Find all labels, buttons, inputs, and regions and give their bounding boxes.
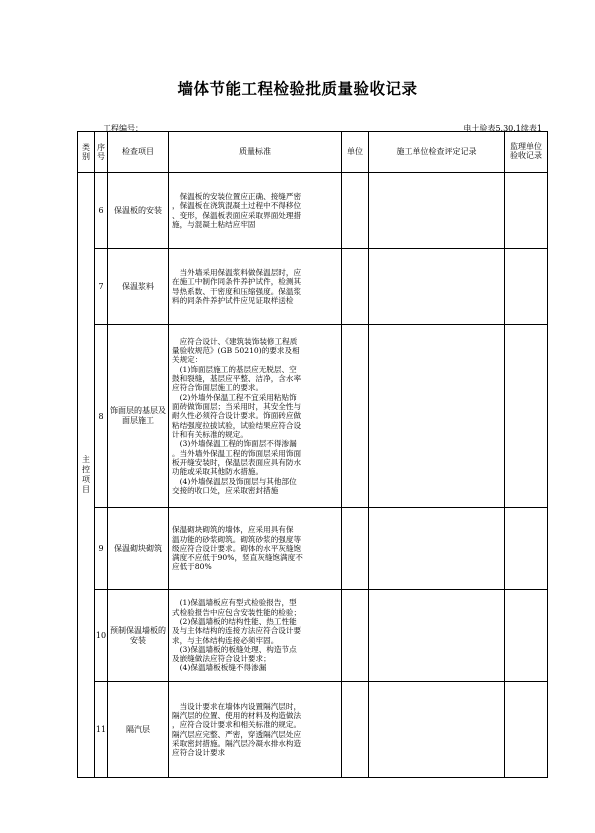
header-supervision-record: 监理单位验收记录 bbox=[505, 132, 548, 173]
standard-text-line: 隔汽层的位置、使用的材料及构造做法 bbox=[172, 710, 302, 720]
row-seq: 6 bbox=[95, 173, 108, 249]
standard-text-line: 应符合设计、《建筑装饰装修工程质 bbox=[172, 336, 298, 346]
row-unit bbox=[342, 249, 369, 325]
standard-text-line: (3)外墙保温工程的饰面层不得渗漏 bbox=[172, 439, 297, 449]
standard-text-line: 应低于80% bbox=[172, 562, 212, 572]
table-row bbox=[78, 325, 548, 508]
standard-text-line: 、变形，保温板表面应采取界面处理措 bbox=[172, 210, 302, 220]
row-item: 隔汽层 bbox=[108, 682, 169, 778]
standard-text-line: 鼓和裂缝，基层应平整、洁净，含水率 bbox=[172, 374, 302, 384]
row-construction-record[interactable] bbox=[369, 508, 505, 590]
standard-text-line: 量验收规范》(GB 50210)的要求及相 bbox=[172, 346, 300, 356]
standard-text-line: (2)外墙外保温工程不宜采用粘贴饰 bbox=[172, 392, 297, 402]
standard-text-line: 导热系数、干密度和压缩强度。保温浆 bbox=[172, 286, 302, 296]
row-unit bbox=[342, 325, 369, 508]
standard-text-line: 隔汽层应完整、严密，穿透隔汽层处应 bbox=[172, 729, 302, 739]
header-row bbox=[78, 132, 548, 173]
standard-text-line: (3)保温墙板的板缝处理、构造节点 bbox=[172, 644, 297, 654]
row-standard bbox=[169, 590, 342, 682]
header-construction-record: 施工单位检查评定记录 bbox=[369, 132, 505, 173]
row-seq: 9 bbox=[95, 508, 108, 590]
standard-text-line: 式检验报告中应包含安装性能的检验； bbox=[172, 607, 302, 617]
inspection-table bbox=[77, 131, 548, 778]
row-construction-record[interactable] bbox=[369, 682, 505, 778]
standard-text-line: 。当外墙外保温工程的饰面层采用饰面 bbox=[172, 448, 302, 458]
standard-text-line: 当设计要求在墙体内设置隔汽层时， bbox=[172, 701, 302, 711]
standard-text-line: 耐久性必须符合设计要求。饰面砖应做 bbox=[172, 411, 302, 421]
row-supervision-record[interactable] bbox=[505, 590, 548, 682]
row-construction-record[interactable] bbox=[369, 590, 505, 682]
standard-text-line: 功能或采取其他防水措施。 bbox=[172, 467, 264, 477]
row-unit bbox=[342, 590, 369, 682]
table-row bbox=[78, 590, 548, 682]
standard-text-line: 计和有关标准的规定。 bbox=[172, 429, 248, 439]
header-category: 类别 bbox=[78, 132, 95, 173]
standard-text-line: 板开缝安装时，保温层表面应具有防水 bbox=[172, 457, 302, 467]
standard-text-line: 保温砌块砌筑的墙体，应采用具有保 bbox=[172, 525, 294, 535]
standard-text-line: 保温板的安装位置应正确、接缝严密 bbox=[172, 191, 302, 201]
table-row bbox=[78, 173, 548, 249]
row-supervision-record[interactable] bbox=[505, 508, 548, 590]
standard-text-line: 温功能的砂浆砌筑。砌筑砂浆的强度等 bbox=[172, 534, 302, 544]
row-supervision-record[interactable] bbox=[505, 249, 548, 325]
header-standard: 质量标准 bbox=[169, 132, 342, 173]
category-main-label: 主控项目 bbox=[82, 455, 90, 494]
standard-text-line: 粘结强度拉拔试验，试验结果应符合设 bbox=[172, 420, 302, 430]
row-supervision-record[interactable] bbox=[505, 682, 548, 778]
standard-text-line: (1)保温墙板应有型式检验报告，型 bbox=[172, 598, 297, 608]
row-unit bbox=[342, 682, 369, 778]
table-row bbox=[78, 508, 548, 590]
row-standard bbox=[169, 325, 342, 508]
standard-text-line: 采取密封措施。隔汽层冷凝水排水构造 bbox=[172, 738, 302, 748]
standard-text-line: ，应符合设计要求和相关标准的规定。 bbox=[172, 720, 302, 730]
standard-text-line: 料的同条件养护试件应见证取样送检 bbox=[172, 295, 294, 305]
table-row bbox=[78, 249, 548, 325]
standard-text-line: (2)保温墙板的结构性能、热工性能 bbox=[172, 616, 297, 626]
row-item: 饰面层的基层及面层施工 bbox=[108, 325, 169, 508]
project-number-label: 工程编号： bbox=[103, 124, 143, 133]
standard-text-line: 应符合设计要求 bbox=[172, 748, 226, 758]
row-construction-record[interactable] bbox=[369, 173, 505, 249]
row-standard bbox=[169, 173, 342, 249]
row-item: 保温砌块砌筑 bbox=[108, 508, 169, 590]
row-supervision-record[interactable] bbox=[505, 325, 548, 508]
standard-text-line: 面砖做饰面层；当采用时，其安全性与 bbox=[172, 402, 302, 411]
row-construction-record[interactable] bbox=[369, 249, 505, 325]
row-standard bbox=[169, 682, 342, 778]
standard-text-line: 级应符合设计要求。砌体的水平灰缝饱 bbox=[172, 543, 302, 553]
row-standard bbox=[169, 249, 342, 325]
row-seq: 11 bbox=[95, 682, 108, 778]
row-unit bbox=[342, 173, 369, 249]
category-cell bbox=[78, 173, 95, 778]
standard-text-line: 及与主体结构的连接方法应符合设计要 bbox=[172, 626, 302, 636]
standard-text-line: 关规定： bbox=[172, 355, 203, 365]
row-item: 保温板的安装 bbox=[108, 173, 169, 249]
form-number: 电土验表5.30.1续表1 bbox=[463, 124, 542, 133]
standard-text-line: 当外墙采用保温浆料做保温层时，应 bbox=[172, 267, 302, 277]
row-item: 预制保温墙板的安装 bbox=[108, 590, 169, 682]
row-seq: 7 bbox=[95, 249, 108, 325]
row-seq: 10 bbox=[95, 590, 108, 682]
standard-text-line: 交接的收口处，应采取密封措施 bbox=[172, 485, 279, 495]
standard-text-line: 求，与主体结构连接必须牢固。 bbox=[172, 635, 279, 645]
standard-text-line: 在施工中制作同条件养护试件，检测其 bbox=[172, 277, 302, 287]
header-unit: 单位 bbox=[342, 132, 369, 173]
row-construction-record[interactable] bbox=[369, 325, 505, 508]
standard-text-line: (4)外墙保温层及饰面层与其他部位 bbox=[172, 476, 297, 486]
standard-text-line: 及嵌缝做法应符合设计要求； bbox=[172, 654, 271, 664]
form-title: 墙体节能工程检验批质量验收记录 bbox=[177, 80, 418, 98]
row-standard bbox=[169, 508, 342, 590]
standard-text-line: 应符合饰面层施工的要求。 bbox=[172, 383, 264, 393]
row-seq: 8 bbox=[95, 325, 108, 508]
table-row bbox=[78, 682, 548, 778]
standard-text-line: ，保温板在浇筑混凝土过程中不得移位 bbox=[172, 201, 302, 211]
header-item: 检查项目 bbox=[108, 132, 169, 173]
standard-text-line: 施，与混凝土粘结应牢固 bbox=[172, 219, 256, 229]
row-unit bbox=[342, 508, 369, 590]
row-item: 保温浆料 bbox=[108, 249, 169, 325]
header-seq: 序号 bbox=[95, 132, 108, 173]
standard-text-line: (1)饰面层施工的基层应无脱层、空 bbox=[172, 364, 297, 374]
standard-text-line: (4)保温墙板板缝不得渗漏 bbox=[172, 663, 267, 673]
standard-text-line: 满度不应低于90%，竖直灰缝饱满度不 bbox=[172, 553, 303, 563]
row-supervision-record[interactable] bbox=[505, 173, 548, 249]
